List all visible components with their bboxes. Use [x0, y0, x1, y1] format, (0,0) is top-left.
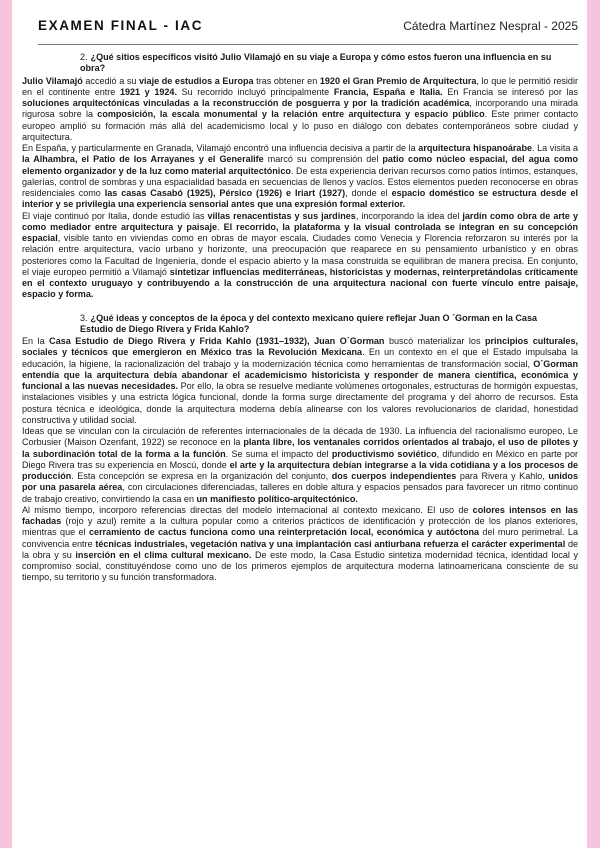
emphasis-text: sintetizar influencias mediterráneas, historicistas y modernas, reinterpretándolas críticamente en el contexto uruguayo y contribuyendo a la construcción de una arquitectura nacional con fuerte vínculo entre paisaje, espacio y forma.: [22, 266, 579, 300]
emphasis-text: O´Gorman entendía que la arquitectura debía abandonar el academicismo historicista y responder de manera científica, económica y funcional a las nuevas necesidades.: [22, 358, 578, 391]
emphasis-text: patio como núcleo espacial, del agua como elemento organizador y de la luz como material arquitectónico: [22, 154, 578, 176]
section-gap: [22, 301, 578, 313]
answer-paragraph: [22, 505, 578, 584]
body-text: Al mismo tiempo, incorporo referencias directas del modelo internacional al contexto mexicano. El uso de: [22, 504, 473, 515]
body-text: En la: [22, 336, 50, 346]
question-heading: [22, 313, 578, 336]
body-text: del muro perimetral. La convivencia entre: [22, 527, 578, 549]
emphasis-text: dos cuerpos independientes: [331, 471, 457, 481]
body-text: . De esta experiencia derivan recursos como patios íntimos, estanques, galerías, control de sombras y una espacialidad basada en secuencias de llenos y vacíos. Estos elementos pueden reconocerse en obras residenciales como: [22, 165, 578, 198]
emphasis-text: colores intensos en las fachadas: [22, 504, 578, 526]
body-text: . Este primer contacto europeo amplió su formación más allá del academicismo local y lo puso en diálogo con debates contemporáneos sobre ciudad y arquitectura.: [22, 109, 578, 142]
emphasis-text: soluciones arquitectónicas vinculadas a la reconstrucción de posguerra y por la tradición académica: [22, 98, 470, 108]
emphasis-text: Francia, España e Italia.: [333, 86, 443, 97]
header-divider: [38, 44, 578, 45]
emphasis-text: técnicas industriales, vegetación nativa y una implantación casi antiurbana refuerza el carácter experimental: [95, 538, 566, 549]
emphasis-text: arquitectura hispanoárabe: [418, 143, 532, 153]
answer-paragraph: [22, 336, 578, 426]
body-text: . La visita a: [532, 143, 578, 153]
body-text: accedió a su: [82, 75, 140, 86]
body-text: tras obtener en: [253, 75, 320, 86]
emphasis-text: viaje de estudios a Europa: [139, 75, 254, 86]
question-number: 3.: [80, 312, 88, 323]
emphasis-text: Casa Estudio de Diego Rivera y Frida Kahlo (1931–1932), Juan O´Gorman: [49, 336, 385, 346]
body-text: De este modo, la Casa Estudio sintetiza modernidad técnica, identidad local y compromiso social, constituyéndose como uno de los primeros ejemplos de arquitectura moderna latinoamericana consciente de su tiempo, su territorio y su función transformadora.: [22, 549, 579, 583]
answer-paragraph: [22, 76, 578, 144]
emphasis-text: principios culturales, sociales y técnicos que emergieron en México tras la Revolución Mexicana: [22, 336, 579, 358]
emphasis-text: composición, la escala monumental y la relación entre arquitectura y espacio público: [97, 109, 485, 120]
answer-paragraph: [22, 211, 578, 301]
left-pink-border: [0, 0, 12, 848]
emphasis-text: jardín como obra de arte y como mediador entre arquitectura y paisaje: [22, 210, 578, 232]
emphasis-text: unidos por una pasarela aérea: [22, 471, 578, 493]
body-text: , donde el: [345, 188, 392, 198]
body-text: En Francia se interesó por las: [442, 86, 579, 97]
body-text: En España, y particularmente en Granada, Vilamajó encontró una influencia decisiva a partir de la: [22, 143, 419, 153]
body-text: , incorporando la idea del: [355, 210, 463, 221]
question-heading: [22, 52, 578, 75]
body-text: , incorporando una mirada rigurosa sobre la: [22, 98, 578, 120]
body-text: para Rivera y Kahlo,: [456, 471, 549, 481]
exam-title: EXAMEN FINAL - IAC: [38, 18, 204, 33]
emphasis-text: inserción en el clima cultural mexicano.: [75, 549, 252, 560]
emphasis-text: villas renacentistas y sus jardines: [207, 210, 356, 221]
body-text: El viaje continuó por Italia, donde estudió las: [22, 210, 208, 221]
body-text: marcó su comprensión del: [263, 154, 383, 165]
answer-paragraph: [22, 426, 578, 505]
emphasis-text: un manifiesto político-arquitectónico.: [196, 493, 358, 504]
body-text: , visible tanto en viviendas como en obras de mayor escala. Ciudades como Venecia y Florencia reforzaron su interés por la relación entre arquitectura, vacío urbano y horizonte, una preocupación que reaparece en su pensamiento urbanístico y en obras posteriores como la Facultad de Ingeniería, donde el espacio abierto y la masa construida se equilibran de manera precisa. En conjunto, el viaje europeo permitió a Vilamajó: [22, 233, 578, 277]
emphasis-text: cerramiento de cactus funciona como una reinterpretación local, económica y autóctona: [88, 527, 480, 538]
body-text: Su recorrido incluyó principalmente: [176, 86, 334, 97]
question-number: 2.: [80, 52, 88, 62]
course-subtitle: Cátedra Martínez Nespral - 2025: [403, 19, 578, 33]
document-body: [22, 52, 578, 584]
body-text: . Se suma el impacto del: [225, 448, 332, 459]
emphasis-text: las casas Casabó (1925), Pérsico (1926) e Iriart (1927): [104, 188, 346, 198]
emphasis-text: 1921 y 1924.: [119, 86, 177, 97]
body-text: .: [217, 221, 224, 232]
body-text: , difundido en México en parte por Diego Rivera tras su experiencia en Moscú, donde: [22, 448, 579, 470]
body-text: . Esta concepción se expresa en la organización del conjunto,: [71, 471, 332, 481]
emphasis-text: Julio Vilamajó: [22, 75, 83, 86]
emphasis-text: la Alhambra, el Patio de los Arrayanes y el Generalife: [22, 154, 264, 165]
page-header: [38, 18, 578, 40]
body-text: Por ello, la obra se resuelve mediante volúmenes ortogonales, estructuras de hormigón expuestas, instalaciones visibles y una estricta lógica funcional, donde la forma surge directamente del programa y del ahorro de recursos. Esta postura técnica e ideológica, donde la arquitectura moderna debía alinearse con los valores revolucionarios de claridad, honestidad constructiva y utilidad social.: [22, 381, 579, 425]
right-pink-border: [587, 0, 600, 848]
body-text: Ideas que se vinculan con la circulación de referentes internacionales de la década de 1930. La influencia del racionalismo europeo, Le Corbusier (Maison Ozenfant, 1922) se reconoce en la: [22, 426, 578, 448]
question-text: ¿Qué ideas y conceptos de la época y del contexto mexicano quiere reflejar Juan O ´Gorman en la Casa Estudio de Diego Rivera y Frida Kahlo?: [80, 312, 538, 334]
emphasis-text: espacio doméstico se estructura desde el interior y se privilegia una experiencia sensorial antes que una expresión formal exterior.: [22, 188, 578, 210]
body-text: . En un contexto en el que el Estado impulsaba la educación, la higiene, la racionalización del trabajo y la modernización técnica como herramientas de transformación social,: [22, 347, 578, 369]
emphasis-text: planta libre, los ventanales corridos orientados al trabajo, el uso de pilotes y la subordinación total de la forma a la función: [22, 437, 578, 459]
emphasis-text: El recorrido, la plataforma y la visual controlada se integran en su concepción espacial: [22, 221, 579, 243]
body-text: , lo que le permitió residir en el continente entre: [22, 75, 578, 97]
emphasis-text: productivismo soviético: [331, 448, 437, 459]
body-text: de la obra y su: [22, 538, 579, 560]
body-text: , con circulaciones diferenciadas, talleres en doble altura y espacios pensados para favorecer un ritmo continuo de trabajo creativo, convirtiendo la casa en: [22, 482, 578, 504]
answer-paragraph: [22, 143, 578, 211]
emphasis-text: 1920 el Gran Premio de Arquitectura: [319, 75, 477, 86]
body-text: (rojo y azul) remite a la cultura popular como a criterios prácticos de identificación y protección de los planos exteriores, mientras que el: [22, 516, 578, 538]
question-text: ¿Qué sitios específicos visitó Julio Vilamajó en su viaje a Europa y cómo estos fueron una influencia en su obra?: [80, 52, 552, 74]
body-text: buscó materializar los: [384, 336, 485, 346]
emphasis-text: el arte y la arquitectura debían integrarse a la vida cotidiana y a los procesos de producción: [22, 459, 578, 481]
